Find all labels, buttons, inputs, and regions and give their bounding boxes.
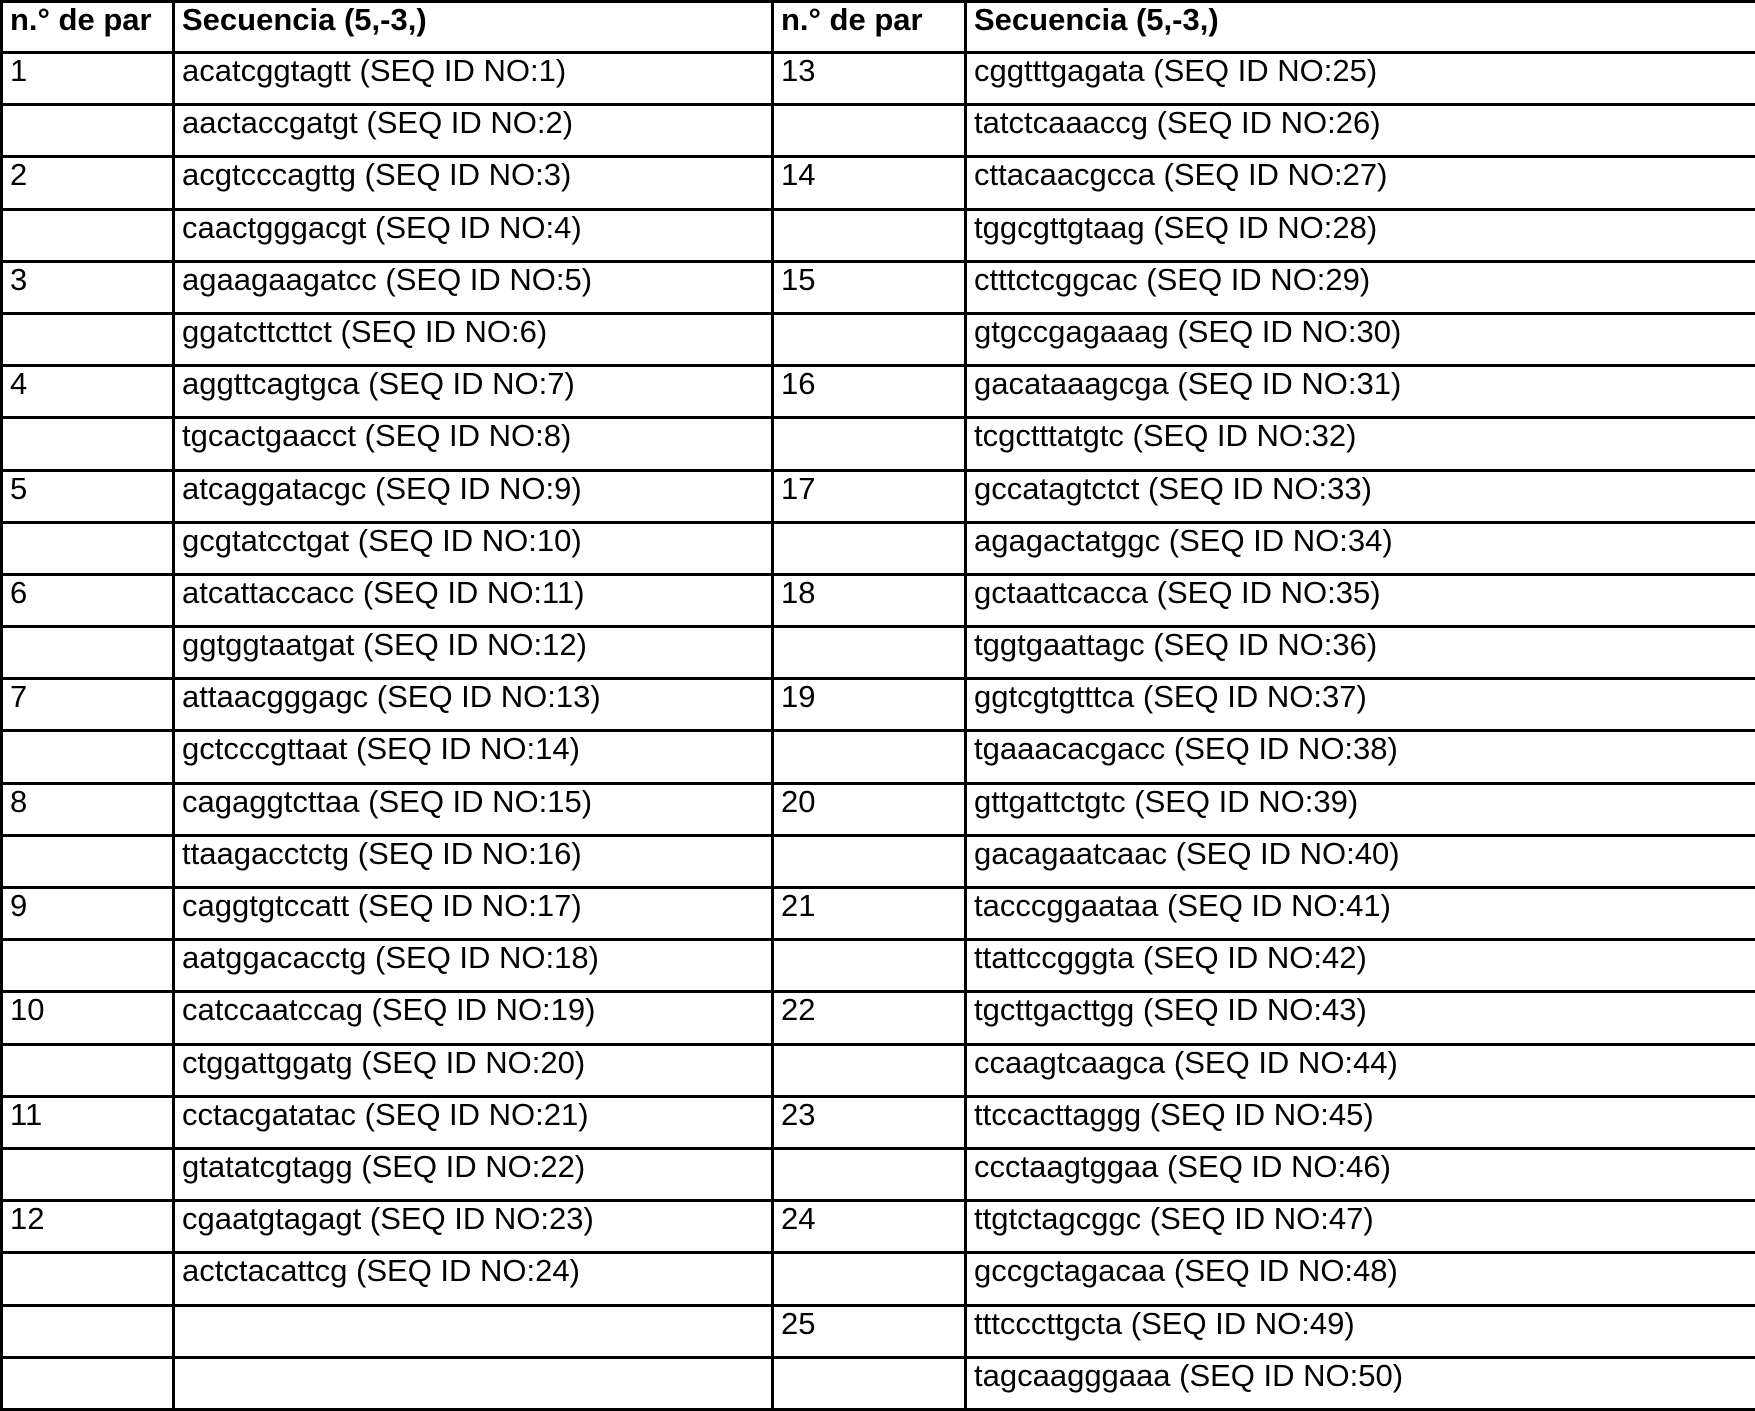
table-row	[2, 313, 1755, 365]
sequence-right-cell: tggtgaattagc (SEQ ID NO:36)	[966, 627, 1755, 679]
sequence-left-cell	[174, 1357, 773, 1409]
sequence-right-cell: gccgctagacaa (SEQ ID NO:48)	[966, 1253, 1755, 1305]
sequence-left-cell: ctggattggatg (SEQ ID NO:20)	[174, 1044, 773, 1096]
table-row	[2, 1148, 1755, 1200]
header-pair-number-left: n.° de par	[2, 2, 174, 53]
sequence-right-cell: cttacaacgcca (SEQ ID NO:27)	[966, 157, 1755, 209]
sequence-left-cell: catccaatccag (SEQ ID NO:19)	[174, 992, 773, 1044]
sequence-right-cell: tatctcaaaccg (SEQ ID NO:26)	[966, 105, 1755, 157]
pair-number-right-cell	[773, 418, 966, 470]
sequence-left-cell: ttaagacctctg (SEQ ID NO:16)	[174, 835, 773, 887]
sequence-left-cell: atcattaccacc (SEQ ID NO:11)	[174, 574, 773, 626]
pair-number-left-cell: 1	[2, 53, 174, 105]
table-row	[2, 940, 1755, 992]
sequence-left-cell: aactaccgatgt (SEQ ID NO:2)	[174, 105, 773, 157]
sequence-right-cell: gacagaatcaac (SEQ ID NO:40)	[966, 835, 1755, 887]
pair-number-left-cell: 3	[2, 261, 174, 313]
pair-number-left-cell	[2, 627, 174, 679]
pair-number-left-cell: 8	[2, 783, 174, 835]
pair-number-right-cell: 21	[773, 888, 966, 940]
pair-number-right-cell: 20	[773, 783, 966, 835]
pair-number-left-cell	[2, 731, 174, 783]
sequence-right-cell: gctaattcacca (SEQ ID NO:35)	[966, 574, 1755, 626]
sequence-left-cell: acatcggtagtt (SEQ ID NO:1)	[174, 53, 773, 105]
pair-number-right-cell: 13	[773, 53, 966, 105]
pair-number-left-cell	[2, 1253, 174, 1305]
sequence-right-cell: ttccacttaggg (SEQ ID NO:45)	[966, 1096, 1755, 1148]
pair-number-right-cell	[773, 1253, 966, 1305]
sequence-left-cell: aggttcagtgca (SEQ ID NO:7)	[174, 366, 773, 418]
header-row	[2, 2, 1755, 53]
sequence-left-cell: tgcactgaacct (SEQ ID NO:8)	[174, 418, 773, 470]
table-row	[2, 1253, 1755, 1305]
sequence-left-cell: caggtgtccatt (SEQ ID NO:17)	[174, 888, 773, 940]
pair-number-left-cell: 12	[2, 1201, 174, 1253]
sequence-right-cell: gccatagtctct (SEQ ID NO:33)	[966, 470, 1755, 522]
pair-number-left-cell: 2	[2, 157, 174, 209]
sequence-right-cell: ggtcgtgtttca (SEQ ID NO:37)	[966, 679, 1755, 731]
pair-number-right-cell	[773, 522, 966, 574]
pair-number-left-cell: 10	[2, 992, 174, 1044]
table-row	[2, 1044, 1755, 1096]
table-row	[2, 679, 1755, 731]
sequence-left-cell: aatggacacctg (SEQ ID NO:18)	[174, 940, 773, 992]
sequence-left-cell: gcgtatcctgat (SEQ ID NO:10)	[174, 522, 773, 574]
sequence-right-cell: ttattccgggta (SEQ ID NO:42)	[966, 940, 1755, 992]
sequence-right-cell: tagcaagggaaa (SEQ ID NO:50)	[966, 1357, 1755, 1409]
pair-number-left-cell	[2, 1305, 174, 1357]
table-row	[2, 731, 1755, 783]
table-row	[2, 783, 1755, 835]
sequence-right-cell: tggcgttgtaag (SEQ ID NO:28)	[966, 209, 1755, 261]
pair-number-left-cell	[2, 1357, 174, 1409]
sequence-left-cell: caactgggacgt (SEQ ID NO:4)	[174, 209, 773, 261]
sequence-left-cell: cgaatgtagagt (SEQ ID NO:23)	[174, 1201, 773, 1253]
table-row	[2, 105, 1755, 157]
table-row	[2, 470, 1755, 522]
pair-number-left-cell: 5	[2, 470, 174, 522]
sequence-left-cell	[174, 1305, 773, 1357]
sequence-left-cell: ggtggtaatgat (SEQ ID NO:12)	[174, 627, 773, 679]
pair-number-right-cell	[773, 313, 966, 365]
table-row	[2, 261, 1755, 313]
pair-number-left-cell	[2, 835, 174, 887]
pair-number-right-cell: 16	[773, 366, 966, 418]
table-row	[2, 992, 1755, 1044]
sequence-left-cell: attaacgggagc (SEQ ID NO:13)	[174, 679, 773, 731]
sequence-left-cell: atcaggatacgc (SEQ ID NO:9)	[174, 470, 773, 522]
table-row	[2, 574, 1755, 626]
sequence-right-cell: tgaaacacgacc (SEQ ID NO:38)	[966, 731, 1755, 783]
pair-number-right-cell	[773, 1148, 966, 1200]
table-row	[2, 627, 1755, 679]
pair-number-right-cell: 14	[773, 157, 966, 209]
table-row	[2, 1201, 1755, 1253]
pair-number-right-cell	[773, 1357, 966, 1409]
pair-number-left-cell	[2, 940, 174, 992]
table-row	[2, 1305, 1755, 1357]
pair-number-right-cell: 22	[773, 992, 966, 1044]
sequence-right-cell: tttcccttgcta (SEQ ID NO:49)	[966, 1305, 1755, 1357]
pair-number-left-cell	[2, 209, 174, 261]
pair-number-right-cell	[773, 209, 966, 261]
table-row	[2, 835, 1755, 887]
pair-number-right-cell: 23	[773, 1096, 966, 1148]
pair-number-right-cell: 17	[773, 470, 966, 522]
sequence-right-cell: tcgctttatgtc (SEQ ID NO:32)	[966, 418, 1755, 470]
sequence-right-cell: ccctaagtggaa (SEQ ID NO:46)	[966, 1148, 1755, 1200]
sequence-left-cell: gtatatcgtagg (SEQ ID NO:22)	[174, 1148, 773, 1200]
table-row	[2, 1096, 1755, 1148]
pair-number-right-cell: 18	[773, 574, 966, 626]
pair-number-right-cell	[773, 940, 966, 992]
sequence-right-cell: gttgattctgtc (SEQ ID NO:39)	[966, 783, 1755, 835]
pair-number-right-cell: 24	[773, 1201, 966, 1253]
pair-number-left-cell: 9	[2, 888, 174, 940]
sequence-left-cell: acgtcccagttg (SEQ ID NO:3)	[174, 157, 773, 209]
sequence-right-cell: ctttctcggcac (SEQ ID NO:29)	[966, 261, 1755, 313]
sequence-left-cell: cctacgatatac (SEQ ID NO:21)	[174, 1096, 773, 1148]
sequence-left-cell: cagaggtcttaa (SEQ ID NO:15)	[174, 783, 773, 835]
sequence-left-cell: agaagaagatcc (SEQ ID NO:5)	[174, 261, 773, 313]
pair-number-right-cell	[773, 1044, 966, 1096]
pair-number-left-cell	[2, 522, 174, 574]
sequence-left-cell: ggatcttcttct (SEQ ID NO:6)	[174, 313, 773, 365]
table-row	[2, 522, 1755, 574]
pair-number-right-cell: 25	[773, 1305, 966, 1357]
table-body	[2, 53, 1755, 1410]
table-row	[2, 53, 1755, 105]
sequence-left-cell: gctcccgttaat (SEQ ID NO:14)	[174, 731, 773, 783]
pair-number-left-cell: 6	[2, 574, 174, 626]
table-row	[2, 888, 1755, 940]
pair-number-left-cell	[2, 105, 174, 157]
pair-number-right-cell: 15	[773, 261, 966, 313]
table-row	[2, 418, 1755, 470]
pair-number-right-cell	[773, 105, 966, 157]
table-row	[2, 157, 1755, 209]
pair-number-left-cell: 11	[2, 1096, 174, 1148]
table-header	[2, 2, 1755, 53]
sequence-left-cell: actctacattcg (SEQ ID NO:24)	[174, 1253, 773, 1305]
sequence-right-cell: ccaagtcaagca (SEQ ID NO:44)	[966, 1044, 1755, 1096]
sequence-right-cell: agagactatggc (SEQ ID NO:34)	[966, 522, 1755, 574]
pair-number-left-cell	[2, 418, 174, 470]
pair-number-right-cell	[773, 835, 966, 887]
pair-number-left-cell	[2, 313, 174, 365]
sequence-right-cell: tgcttgacttgg (SEQ ID NO:43)	[966, 992, 1755, 1044]
pair-number-left-cell	[2, 1148, 174, 1200]
header-sequence-right: Secuencia (5,-3,)	[966, 2, 1755, 53]
table-row	[2, 209, 1755, 261]
pair-number-right-cell: 19	[773, 679, 966, 731]
pair-number-right-cell	[773, 627, 966, 679]
sequence-right-cell: ttgtctagcggc (SEQ ID NO:47)	[966, 1201, 1755, 1253]
pair-number-right-cell	[773, 731, 966, 783]
header-sequence-left: Secuencia (5,-3,)	[174, 2, 773, 53]
pair-number-left-cell	[2, 1044, 174, 1096]
pair-number-left-cell: 7	[2, 679, 174, 731]
header-pair-number-right: n.° de par	[773, 2, 966, 53]
sequence-right-cell: cggtttgagata (SEQ ID NO:25)	[966, 53, 1755, 105]
sequence-right-cell: gtgccgagaaag (SEQ ID NO:30)	[966, 313, 1755, 365]
sequence-right-cell: gacataaagcga (SEQ ID NO:31)	[966, 366, 1755, 418]
pair-number-left-cell: 4	[2, 366, 174, 418]
table-row	[2, 366, 1755, 418]
sequence-right-cell: tacccggaataa (SEQ ID NO:41)	[966, 888, 1755, 940]
table-row	[2, 1357, 1755, 1409]
